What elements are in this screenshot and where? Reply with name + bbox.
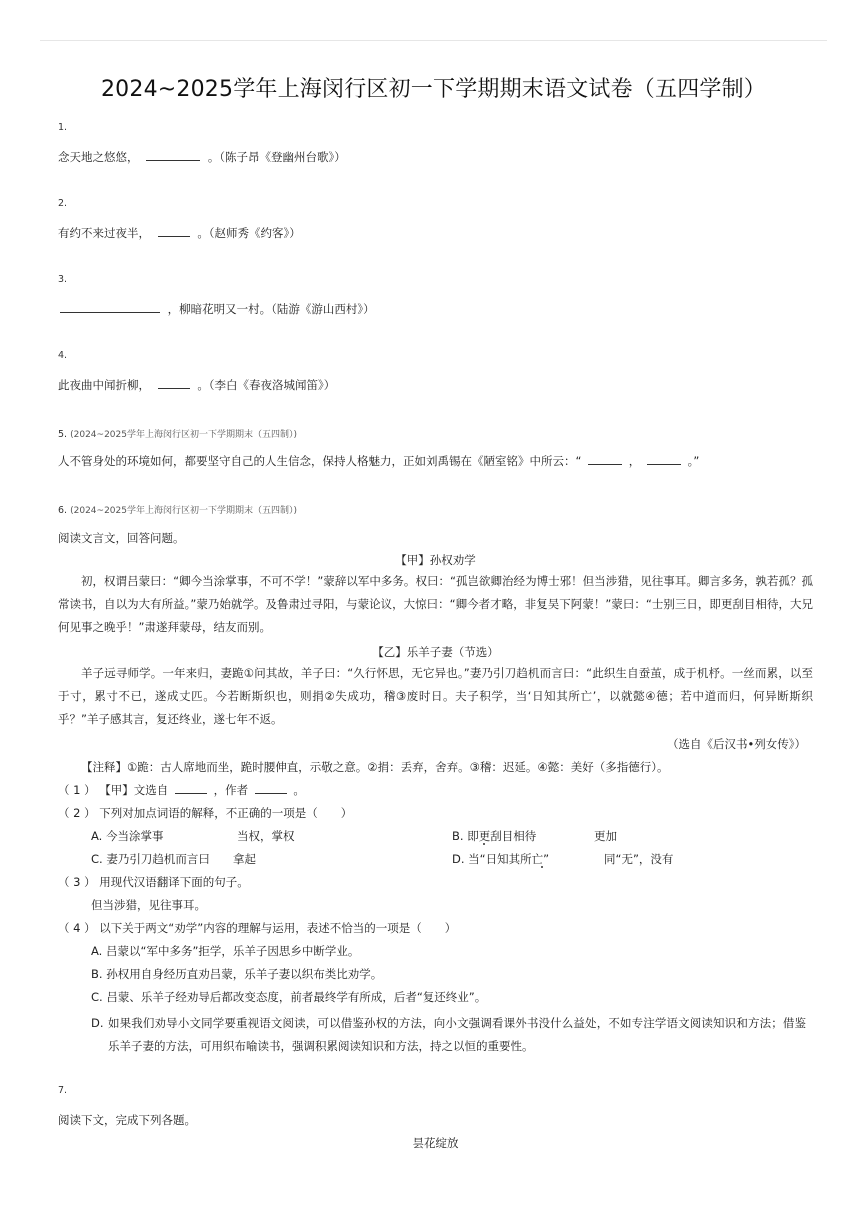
passage-title: 昙花绽放: [412, 1136, 459, 1150]
option-label: B.: [91, 967, 103, 981]
text-a-title: 【甲】孙权劝学: [395, 553, 476, 567]
answer-blank[interactable]: [146, 149, 200, 161]
question-source: (2024~2025学年上海闵行区初一下学期期末（五四制）): [70, 506, 297, 516]
translate-sentence: 但当涉猎，见往事耳。: [91, 898, 206, 912]
option-d[interactable]: [452, 851, 549, 867]
text-b-title: 【乙】乐羊子妻（节选）: [372, 645, 499, 659]
option-text: 如果我们劝导小文同学要重视语文阅读，可以借鉴孙权的方法，向小文强调看课外书没什么益处，不如专注学语文阅读知识和方法；借鉴乐羊子妻的方法，可用织布喻读书，强调积累阅读知识和方法，持之以恒的重要性。: [108, 1016, 806, 1053]
answer-blank[interactable]: [175, 782, 207, 794]
question-header: [58, 427, 297, 440]
top-divider: [40, 40, 827, 41]
option-b[interactable]: [452, 828, 536, 844]
option-c[interactable]: [91, 851, 210, 867]
question-header: [58, 503, 297, 516]
question-number: 2.: [58, 198, 68, 209]
sub-question-number: （ 1 ）: [58, 783, 96, 797]
option-gloss: 拿起: [233, 852, 256, 866]
question-number: 1.: [58, 122, 68, 133]
option-label: C.: [91, 852, 103, 866]
sub-question-2: [58, 805, 352, 821]
emphasis-dot: [483, 843, 485, 845]
question-number: 3.: [58, 274, 68, 285]
text-a-body: 初，权谓吕蒙曰：“卿今当涂掌事，不可不学！”蒙辞以军中多务。权曰：“孤岂欲卿治经为博士邪！但当涉猎，见往事耳。卿言多务，孰若孤？孤常读书，自以为大有所益。”蒙乃始就学。及鲁肃过寻阳，与蒙论议，大惊曰：“卿今者才略，非复吴下阿蒙！”蒙曰：“士别三日，即更刮目相待，大兄何见事之晚乎！”肃遂拜蒙母，结友而别。: [58, 574, 813, 634]
sub2-text: 下列对加点词语的解释，不正确的一项是（ ）: [99, 806, 353, 820]
option-label: C.: [91, 990, 103, 1004]
q1-post: 。（陈子昂《登幽州台歌》）: [207, 150, 346, 164]
option-text: 吕蒙、乐羊子经劝导后都改变态度，前者最终学有所成，后者“复还终业”。: [106, 990, 487, 1004]
sub-question-3: [58, 874, 249, 890]
q5-pre: 人不管身处的环境如何，都要坚守自己的人生信念，保持人格魅力，正如刘禹锡在《陋室铭》中所云：“: [58, 454, 582, 468]
sub-question-number: （ 4 ）: [58, 921, 96, 935]
emphasis-dot: [541, 866, 543, 868]
sub3-text: 用现代汉语翻译下面的句子。: [99, 875, 249, 889]
reading-intro: 阅读下文，完成下列各题。: [58, 1113, 196, 1127]
sub1-mid: ，作者: [213, 783, 249, 797]
option-a[interactable]: [91, 943, 359, 959]
answer-blank[interactable]: [158, 377, 190, 389]
sub-question-number: （ 2 ）: [58, 806, 96, 820]
question-3-text: [58, 301, 375, 317]
q2-pre: 有约不来过夜半，: [58, 226, 150, 240]
answer-blank[interactable]: [647, 453, 681, 465]
option-label: B.: [452, 829, 464, 843]
answer-blank[interactable]: [158, 225, 190, 237]
sub-question-number: （ 3 ）: [58, 875, 96, 889]
page-title: 2024~2025学年上海闵行区初一下学期期末语文试卷（五四学制）: [100, 77, 766, 102]
question-5-text: [58, 453, 699, 469]
q1-pre: 念天地之悠悠，: [58, 150, 139, 164]
q4-post: 。（李白《春夜洛城闻笛》）: [197, 378, 336, 392]
option-phrase: 当“日知其所亡”: [468, 852, 550, 866]
option-gloss: 更加: [594, 829, 617, 843]
question-2-text: [58, 225, 301, 241]
option-label: D.: [452, 852, 465, 866]
question-source: (2024~2025学年上海闵行区初一下学期期末（五四制）): [70, 430, 297, 440]
question-number: 7.: [58, 1085, 68, 1096]
option-label: D.: [91, 1016, 104, 1030]
option-a[interactable]: [91, 828, 163, 844]
q5-mid: ，: [628, 454, 641, 468]
option-phrase: 即更刮目相待: [467, 829, 537, 843]
option-label: A.: [91, 944, 103, 958]
text-b-source: （选自《后汉书•列女传》）: [666, 737, 806, 751]
option-phrase: 妻乃引刀趋机而言曰: [106, 852, 210, 866]
answer-blank[interactable]: [60, 301, 160, 313]
reading-intro: 阅读文言文，回答问题。: [58, 531, 185, 545]
option-gloss: 同“无”，没有: [604, 852, 674, 866]
sub1-post: 。: [293, 783, 305, 797]
answer-blank[interactable]: [588, 453, 622, 465]
option-text: 吕蒙以“军中多务”拒学，乐羊子因思乡中断学业。: [105, 944, 360, 958]
option-text: 孙权用自身经历直劝吕蒙，乐羊子妻以织布类比劝学。: [106, 967, 383, 981]
q3-post: ，柳暗花明又一村。（陆游《游山西村》）: [167, 302, 375, 316]
q2-post: 。（赵师秀《约客》）: [197, 226, 301, 240]
notes: 【注释】①跪：古人席地而坐，跪时腰伸直，示敬之意。②捐：丢弃，舍弃。③稽：迟延。④懿：美好（多指德行）。: [81, 760, 669, 774]
option-label: A.: [91, 829, 103, 843]
sub1-pre: 【甲】文选自: [99, 783, 169, 797]
sub-question-4: [58, 920, 456, 936]
text-b-body: 羊子远寻师学。一年来归，妻跪①问其故，羊子曰：“久行怀思，无它异也。”妻乃引刀趋机而言曰：“此织生自蚕茧，成于机杼。一丝而累，以至于寸，累寸不已，遂成丈匹。今若断斯织也，则捐②失成功，稽③废时日。夫子积学，当‘日知其所亡’，以就懿④德；若中道而归，何异断斯织乎？”羊子感其言，复还终业，遂七年不返。: [58, 666, 813, 726]
question-1-text: [58, 149, 346, 165]
option-b[interactable]: [91, 966, 382, 982]
sub-question-1: [58, 782, 305, 798]
option-c[interactable]: [91, 989, 486, 1005]
question-number: 5.: [58, 429, 68, 440]
sub4-text: 以下关于两文“劝学”内容的理解与运用，表述不恰当的一项是（ ）: [99, 921, 457, 935]
question-number: 4.: [58, 350, 68, 361]
question-4-text: [58, 377, 335, 393]
q5-post: 。”: [687, 454, 700, 468]
answer-blank[interactable]: [255, 782, 287, 794]
option-gloss: 当权，掌权: [237, 829, 295, 843]
question-number: 6.: [58, 505, 68, 516]
option-d[interactable]: [91, 1012, 806, 1058]
q4-pre: 此夜曲中闻折柳，: [58, 378, 150, 392]
option-phrase: 今当涂掌事: [105, 829, 164, 843]
